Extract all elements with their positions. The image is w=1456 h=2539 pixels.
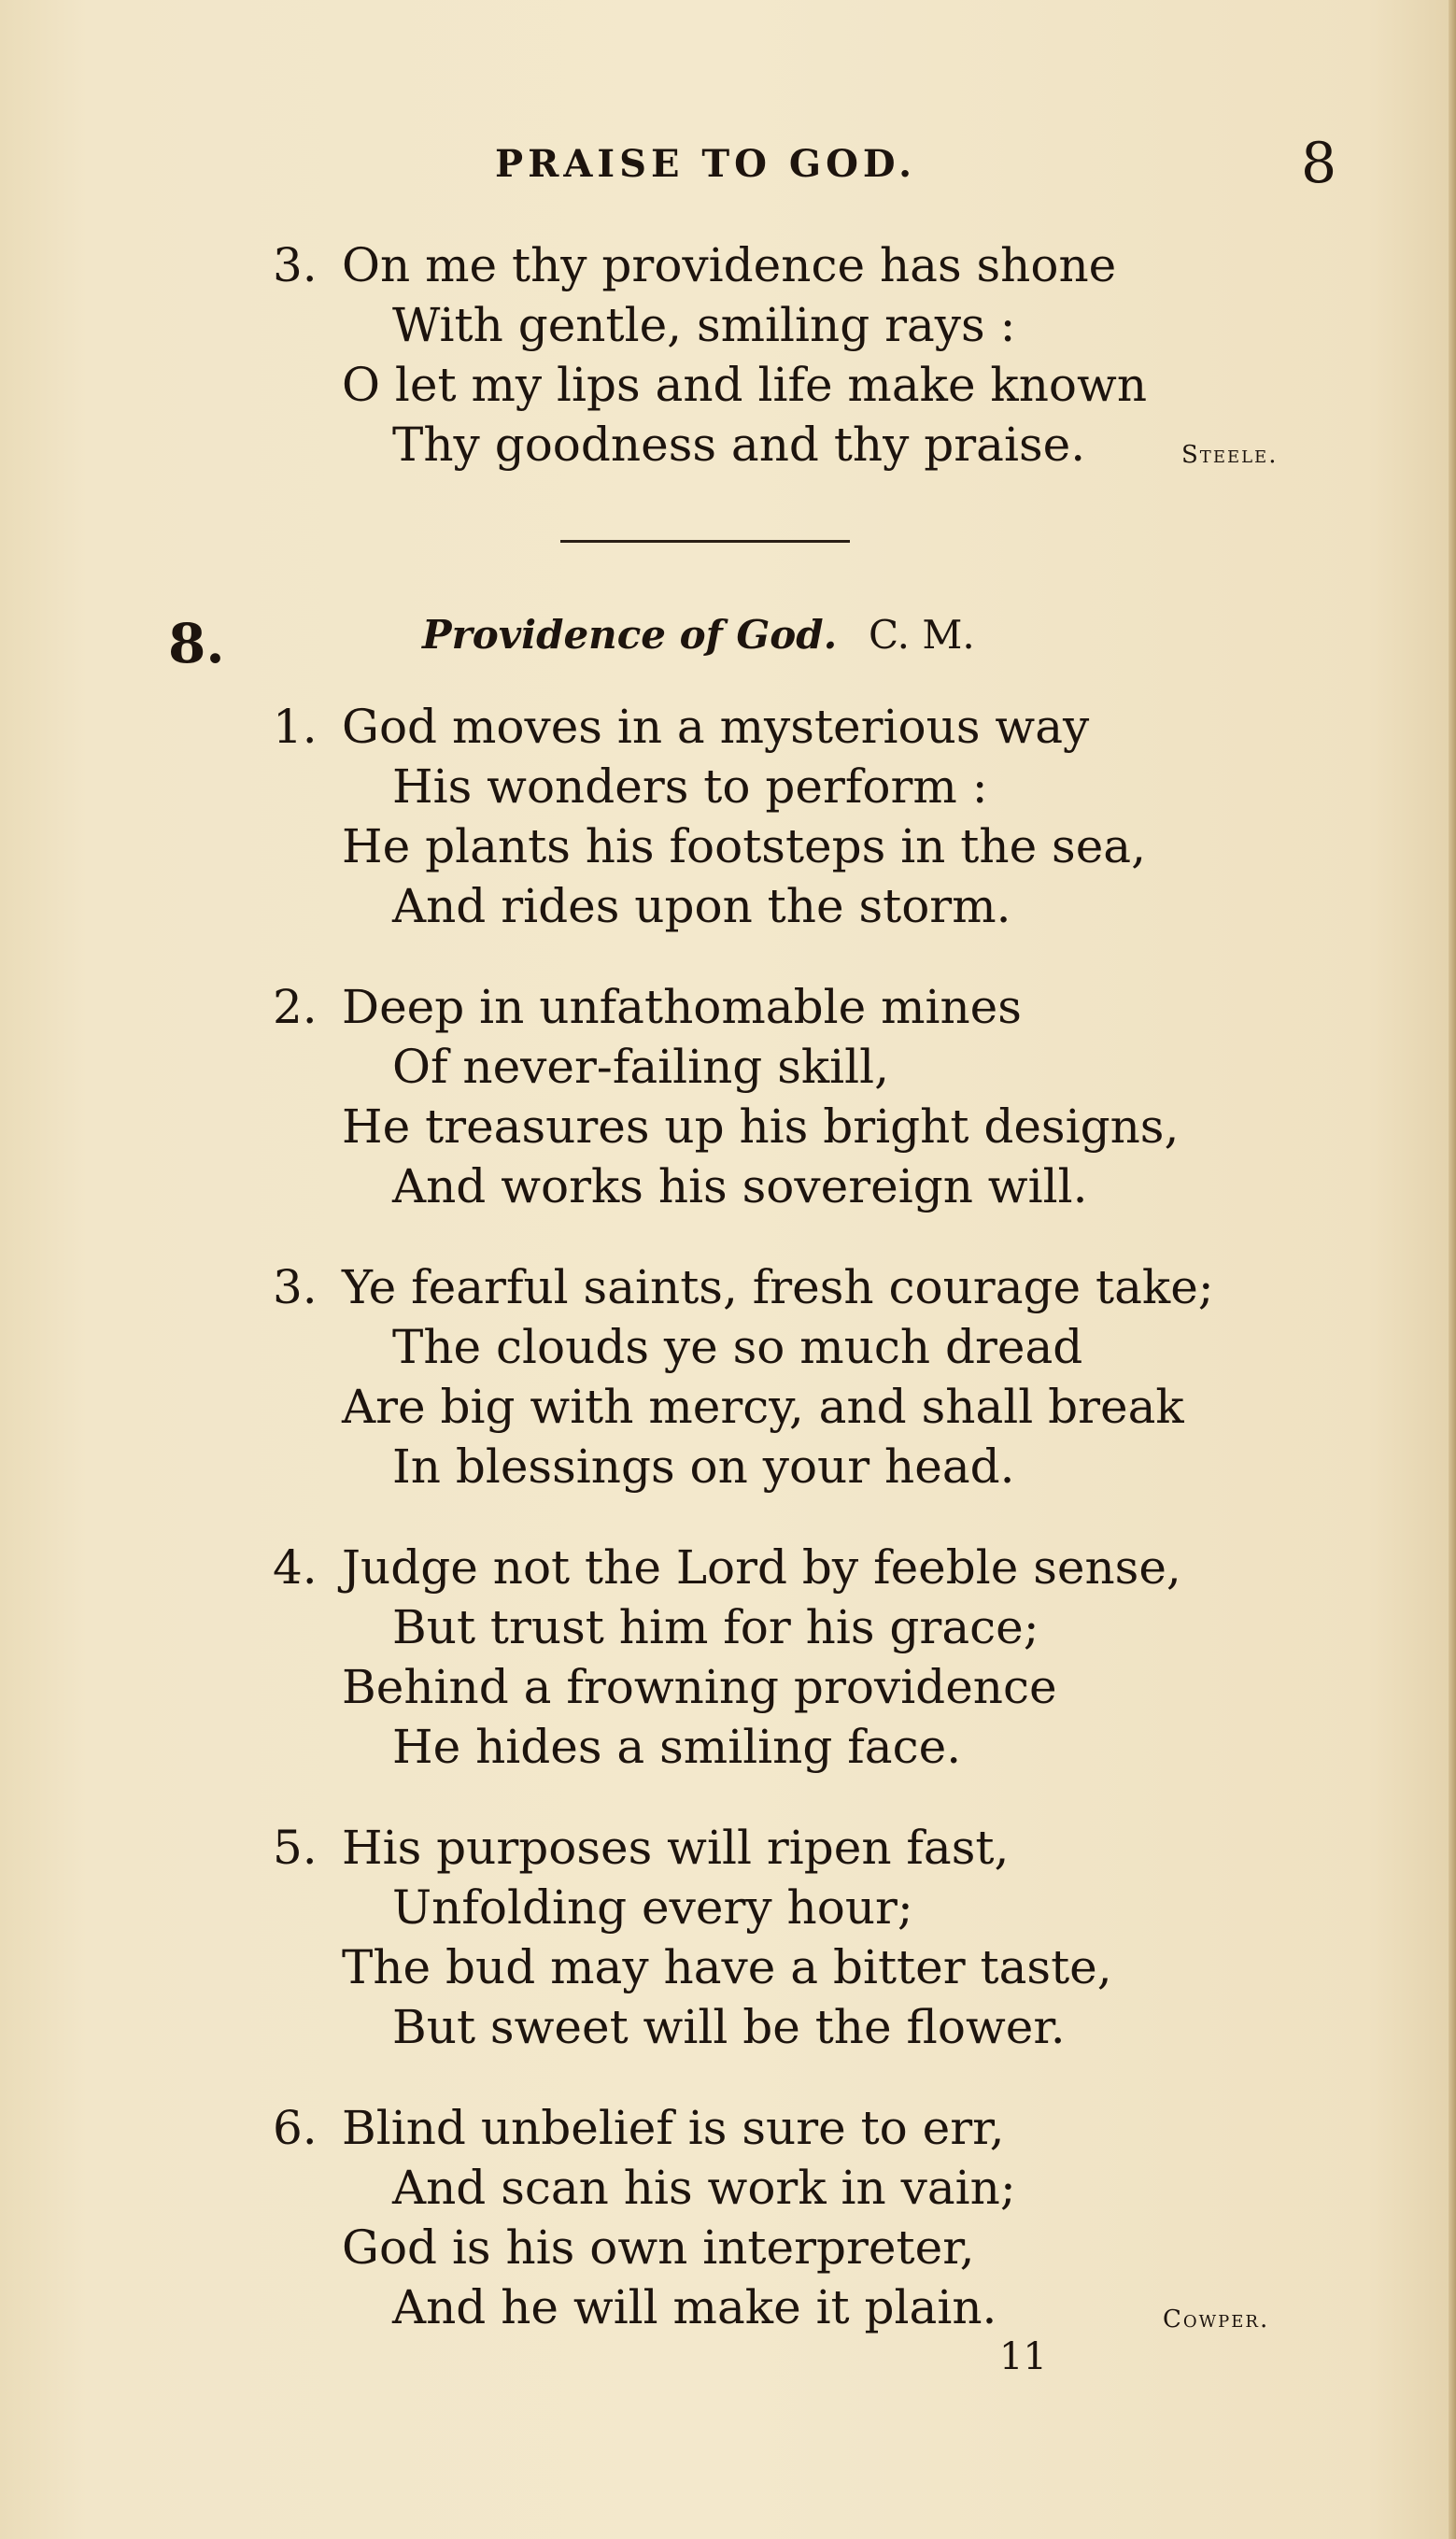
page-edge [1449, 0, 1456, 2539]
verse-line: Judge not the Lord by feeble sense, [342, 1540, 1181, 1595]
verse-line: Blind unbelief is sure to err, [342, 2101, 1005, 2155]
verse-line: In blessings on your head. [392, 1440, 1015, 1494]
stanza-number: 3. [273, 1260, 318, 1314]
verse-line: He treasures up his bright designs, [342, 1099, 1180, 1154]
verse-line: He plants his footsteps in the sea, [342, 819, 1147, 873]
section-rule [560, 540, 850, 543]
verse-line: Ye fearful saints, fresh courage take; [342, 1260, 1214, 1314]
stanza-number: 2. [273, 980, 318, 1034]
verse-line: On me thy providence has shone [342, 238, 1117, 292]
verse-line: With gentle, smiling rays : [392, 298, 1016, 352]
verse-line: God is his own interpreter, [342, 2220, 975, 2275]
verse-line: But sweet will be the flower. [392, 2000, 1066, 2054]
stanza-number: 4. [273, 1540, 318, 1595]
page-folio: 11 [999, 2335, 1047, 2378]
stanza-number: 5. [273, 1821, 318, 1875]
verse-line: O let my lips and life make known [342, 358, 1148, 412]
verse-line: He hides a smiling face. [392, 1720, 962, 1774]
author-attribution: Cowper. [1163, 2305, 1270, 2333]
verse-line: And he will make it plain. [392, 2280, 997, 2334]
running-title: PRAISE TO GOD. [495, 142, 917, 186]
verse-line: Behind a frowning providence [342, 1660, 1057, 1714]
running-header [0, 131, 1456, 196]
verse-line: Of never-failing skill, [392, 1040, 890, 1094]
verse-line: Deep in unfathomable mines [342, 980, 1022, 1034]
verse-line: Thy goodness and thy praise. [392, 418, 1086, 472]
verse-line: But trust him for his grace; [392, 1600, 1039, 1654]
verse-line: The bud may have a bitter taste, [342, 1940, 1112, 1994]
verse-line: Unfolding every hour; [392, 1880, 913, 1935]
verse-line: His purposes will ripen fast, [342, 1821, 1010, 1875]
verse-line: And works his sovereign will. [392, 1159, 1088, 1213]
verse-line: God moves in a mysterious way [342, 700, 1090, 754]
verse-line: And rides upon the storm. [392, 879, 1011, 933]
hymn-title: Providence of God. [422, 612, 838, 658]
verse-line: The clouds ye so much dread [392, 1320, 1083, 1374]
hymn-number: 8. [168, 612, 225, 675]
stanza-number: 3. [273, 238, 318, 292]
hymn-meter: C. M. [869, 612, 975, 658]
verse-line: His wonders to perform : [392, 759, 988, 814]
author-attribution: Steele. [1181, 441, 1279, 469]
verse-line: Are big with mercy, and shall break [342, 1380, 1184, 1434]
verse-line: And scan his work in vain; [392, 2161, 1016, 2215]
stanza-number: 1. [273, 700, 318, 754]
stanza-number: 6. [273, 2101, 318, 2155]
hymn-page-number: 8 [1301, 131, 1337, 196]
